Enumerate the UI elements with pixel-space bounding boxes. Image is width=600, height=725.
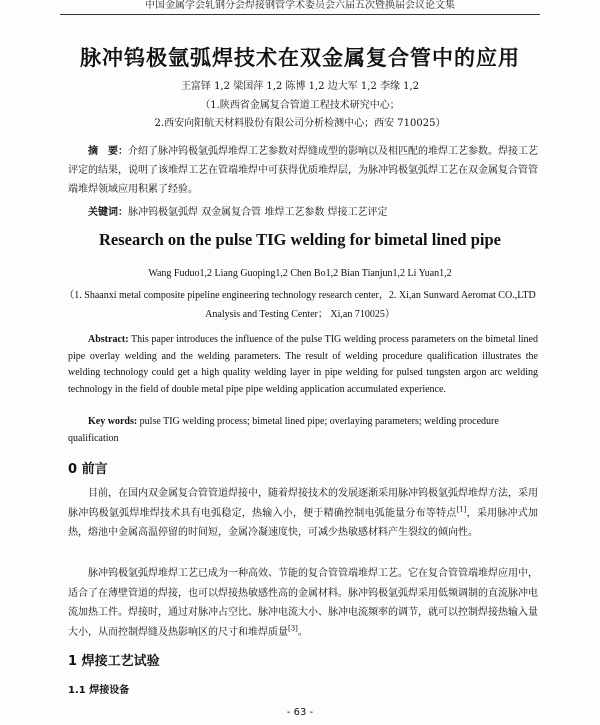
authors-cn: 王富铎 1,2 梁国萍 1,2 陈博 1,2 边大军 1,2 李缘 1,2 bbox=[180, 81, 420, 92]
abstract-en-label: Abstract: bbox=[88, 334, 129, 345]
section-heading-1: 1 焊接工艺试验 bbox=[68, 654, 160, 669]
affiliation-en: （1. Shaanxi metal composite pipeline engineering technology research center，2. Xi,an Sunward Aeromat CO.,LTD Analysis and Testing Center； Xi,an 710025） bbox=[64, 290, 536, 320]
authors-en: Wang Fuduo1,2 Liang Guoping1,2 Chen Bo1,2 Bian Tianjun1,2 Li Yuan1,2 bbox=[148, 268, 452, 279]
section-heading-0: 0 前言 bbox=[68, 462, 108, 477]
abstract-en bbox=[68, 332, 538, 398]
keywords-cn bbox=[88, 206, 538, 220]
running-header: 中国金属学会轧钢分会焊接钢管学术委员会六届五次暨换届会议论文集 bbox=[145, 0, 455, 11]
keywords-en bbox=[68, 414, 538, 447]
para2-text-b: 。 bbox=[297, 626, 308, 638]
subsection-heading-1-1: 1.1 焊接设备 bbox=[68, 685, 130, 696]
para2-text-a: 脉冲钨极氩弧焊堆焊工艺已成为一种高效、节能的复合管管端堆焊工艺。它在复合管管端堆焊应用中，适合了在薄壁管道的焊接，也可以焊接热敏感性高的金属材料。脉冲钨极氩弧焊采用低频调制的直流脉冲电流加热工件。焊接时，通过对脉冲占空比、脉冲电流大小、脉冲电流频率的调节，就可以控制焊接热输入量大小，从而控制焊缝及热影响区的尺寸和堆焊质量 bbox=[68, 568, 538, 638]
paper-title-en: Research on the pulse TIG welding for bimetal lined pipe bbox=[99, 230, 501, 249]
keywords-en-text: pulse TIG welding process; bimetal lined pipe; overlaying parameters; welding procedure qualification bbox=[68, 416, 499, 444]
para1-text-a: 目前，在国内双金属复合管管道焊接中，随着焊接技术的发展逐渐采用脉冲钨极氩弧焊堆焊方法，采用脉冲钨极氩弧焊堆焊技术具有电弧稳定，热输入小，便于精确控制电弧能量分布等特点 bbox=[68, 488, 538, 519]
affiliation-cn-1: （1.陕西省金属复合管道工程技术研究中心； bbox=[200, 100, 400, 111]
abstract-cn-text: 介绍了脉冲钨极氩弧焊堆焊工艺参数对焊缝成型的影响以及相匹配的堆焊工艺参数。焊接工艺评定的结果，说明了该堆焊工艺在管端堆焊中可获得优质堆焊层，为脉冲钨极氩弧焊工艺在双金属复合管管端堆焊领域应用积累了经验。 bbox=[68, 146, 538, 195]
abstract-en-text: This paper introduces the influence of the pulse TIG welding process parameters on the bimetal lined pipe overlay welding and the welding parameters. The result of welding procedure qualification illustrates the welding technology could get a high quality welding layer in pipe welding for pulsed tungsten argon arc welding technology in the field of double metal pipe pipe welding application accumulated experience. bbox=[68, 334, 538, 395]
citation-ref-1: [1] bbox=[456, 505, 467, 514]
abstract-cn bbox=[68, 142, 538, 199]
body-paragraph-1 bbox=[68, 484, 538, 543]
abstract-cn-label: 摘 要： bbox=[88, 146, 128, 157]
body-paragraph-2 bbox=[68, 564, 538, 642]
keywords-cn-label: 关键词： bbox=[88, 207, 128, 218]
keywords-en-label: Key words: bbox=[88, 416, 138, 427]
page-number: - 63 - bbox=[286, 707, 314, 718]
para1-text-b: ，采用脉冲式加热，熔池中金属高温停留的时间短，金属冷凝速度快，可减少热敏感材料产生裂纹的倾向性。 bbox=[68, 507, 539, 538]
paper-title-cn: 脉冲钨极氩弧焊技术在双金属复合管中的应用 bbox=[80, 46, 520, 70]
keywords-cn-text: 脉冲钨极氩弧焊 双金属复合管 堆焊工艺参数 焊接工艺评定 bbox=[128, 207, 388, 218]
affiliation-cn-2: 2.西安向阳航天材料股份有限公司分析检测中心；西安 710025） bbox=[154, 118, 446, 129]
header-rule bbox=[60, 14, 540, 15]
citation-ref-3: [3] bbox=[288, 624, 298, 633]
